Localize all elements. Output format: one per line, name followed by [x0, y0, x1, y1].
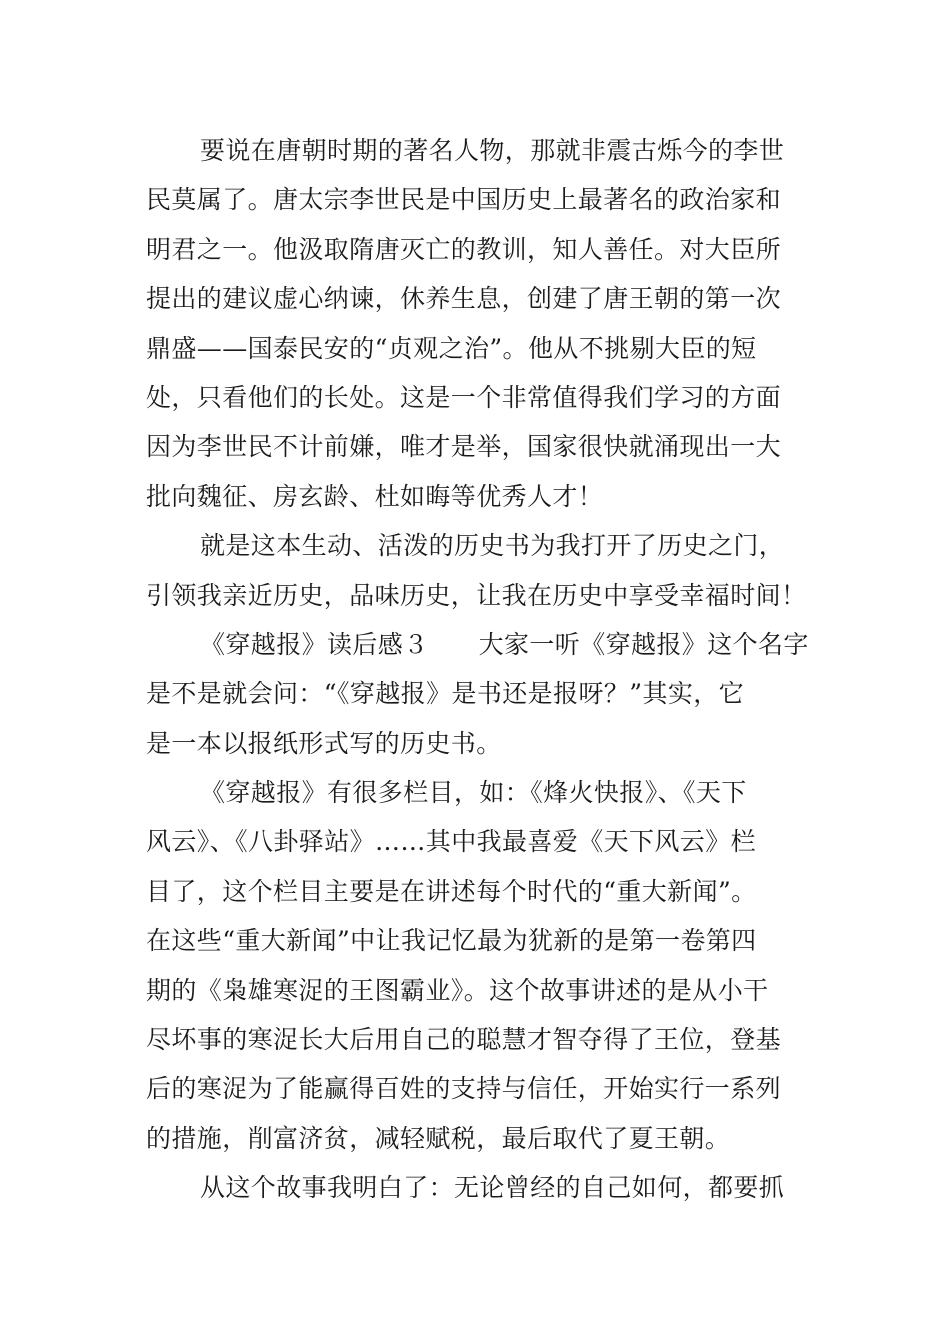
paragraph-4-line-6: 尽坏事的寒浞长大后用自己的聪慧才智夺得了王位，登基 [146, 1025, 782, 1055]
paragraph-4-line-1: 《穿越报》有很多栏目，如：《烽火快报》、《天下 [200, 778, 747, 808]
paragraph-3-line-2: 是不是就会问：“《穿越报》是书还是报呀？”其实，它 [146, 679, 745, 709]
document-body [146, 126, 809, 1213]
paragraph-1-line-8: 批向魏征、房玄龄、杜如晦等优秀人才！ [146, 481, 604, 511]
paragraph-3-line-1 [146, 620, 809, 669]
paragraph-4-line-5: 期的《枭雄寒浞的王图霸业》。这个故事讲述的是从小干 [146, 975, 769, 1005]
paragraph-1-line-2: 民莫属了。唐太宗李世民是中国历史上最著名的政治家和 [146, 185, 782, 215]
paragraph-2-line-2: 引领我亲近历史，品味历史，让我在历史中享受幸福时间！ [146, 580, 807, 610]
section-heading: 《穿越报》读后感３ [200, 629, 429, 659]
paragraph-4-line-3: 目了，这个栏目主要是在讲述每个时代的“重大新闻”。 [146, 876, 757, 906]
paragraph-1-line-4: 提出的建议虚心纳谏，休养生息，创建了唐王朝的第一次 [146, 284, 782, 314]
paragraph-4-line-2: 风云》、《八卦驿站》……其中我最喜爱《天下风云》栏 [146, 827, 757, 857]
paragraph-4-line-4: 在这些“重大新闻”中让我记忆最为犹新的是第一卷第四 [146, 926, 757, 956]
paragraph-1-line-3: 明君之一。他汲取隋唐灭亡的教训，知人善任。对大臣所 [146, 234, 782, 264]
paragraph-5-line-1: 从这个故事我明白了：无论曾经的自己如何，都要抓 [200, 1173, 785, 1203]
paragraph-4-line-8: 的措施，削富济贫，减轻赋税，最后取代了夏王朝。 [146, 1123, 731, 1153]
paragraph-1-line-7: 因为李世民不计前嫌，唯才是举，国家很快就涌现出一大 [146, 432, 782, 462]
paragraph-3-first-line-rest: 大家一听《穿越报》这个名字 [478, 629, 809, 659]
paragraph-1-line-1: 要说在唐朝时期的著名人物，那就非震古烁今的李世 [200, 136, 785, 165]
paragraph-4-line-7: 后的寒浞为了能赢得百姓的支持与信任，开始实行一系列 [146, 1074, 782, 1104]
paragraph-3-line-3: 是一本以报纸形式写的历史书。 [146, 728, 502, 758]
paragraph-1-line-6: 处，只看他们的长处。这是一个非常值得我们学习的方面 [146, 382, 782, 412]
paragraph-1-line-5: 鼎盛——国泰民安的“贞观之治”。他从不挑剔大臣的短 [146, 333, 757, 363]
paragraph-2-line-1: 就是这本生动、活泼的历史书为我打开了历史之门， [200, 531, 785, 561]
